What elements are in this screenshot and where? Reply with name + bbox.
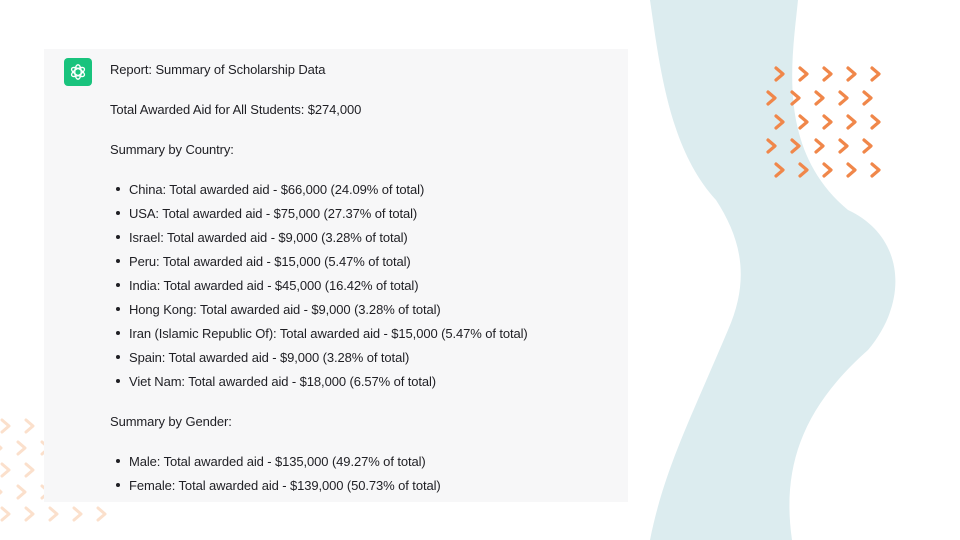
country-heading: Summary by Country: xyxy=(110,142,234,157)
chevron-mark xyxy=(26,420,33,432)
list-item: Viet Nam: Total awarded aid - $18,000 (6.57% of total) xyxy=(110,373,620,397)
chevron-mark xyxy=(800,116,807,128)
chevron-mark xyxy=(800,68,807,80)
chevron-mark xyxy=(50,508,57,520)
gender-list xyxy=(110,453,620,501)
chevron-mark xyxy=(26,464,33,476)
assistant-message xyxy=(110,61,620,501)
list-item: Iran (Islamic Republic Of): Total awarded aid - $15,000 (5.47% of total) xyxy=(110,325,620,349)
chevron-mark xyxy=(848,164,855,176)
chevron-mark xyxy=(2,464,9,476)
report-title: Report: Summary of Scholarship Data xyxy=(110,62,326,77)
chat-message-panel xyxy=(44,49,628,502)
list-item: Spain: Total awarded aid - $9,000 (3.28% of total) xyxy=(110,349,620,373)
chevron-mark xyxy=(26,508,33,520)
wave-shape xyxy=(650,0,895,540)
chevron-mark xyxy=(816,92,823,104)
chevron-mark xyxy=(848,68,855,80)
chevron-mark xyxy=(872,68,879,80)
chevron-mark xyxy=(98,508,105,520)
list-item: Female: Total awarded aid - $139,000 (50.73% of total) xyxy=(110,477,620,501)
list-item: China: Total awarded aid - $66,000 (24.09% of total) xyxy=(110,181,620,205)
list-item: USA: Total awarded aid - $75,000 (27.37% of total) xyxy=(110,205,620,229)
chevron-mark xyxy=(0,442,1,454)
chevron-mark xyxy=(0,486,1,498)
country-list xyxy=(110,181,620,397)
chevron-mark xyxy=(872,164,879,176)
report-total: Total Awarded Aid for All Students: $274,000 xyxy=(110,102,362,117)
chevron-mark xyxy=(872,116,879,128)
chevron-mark xyxy=(18,442,25,454)
list-item: Male: Total awarded aid - $135,000 (49.27% of total) xyxy=(110,453,620,477)
chevron-mark xyxy=(2,420,9,432)
chevron-mark xyxy=(816,140,823,152)
chevron-mark xyxy=(824,116,831,128)
chevron-mark xyxy=(824,68,831,80)
gender-heading: Summary by Gender: xyxy=(110,414,232,429)
chevron-mark xyxy=(18,486,25,498)
assistant-avatar xyxy=(64,58,92,86)
chevron-mark xyxy=(840,140,847,152)
chevron-mark xyxy=(840,92,847,104)
chevron-mark xyxy=(2,508,9,520)
chevron-mark xyxy=(864,140,871,152)
list-item: India: Total awarded aid - $45,000 (16.42% of total) xyxy=(110,277,620,301)
chevron-mark xyxy=(824,164,831,176)
openai-logo-icon xyxy=(68,62,88,82)
list-item: Israel: Total awarded aid - $9,000 (3.28% of total) xyxy=(110,229,620,253)
list-item: Peru: Total awarded aid - $15,000 (5.47% of total) xyxy=(110,253,620,277)
chevron-mark xyxy=(848,116,855,128)
chevron-mark xyxy=(74,508,81,520)
chevron-mark xyxy=(864,92,871,104)
list-item: Hong Kong: Total awarded aid - $9,000 (3.28% of total) xyxy=(110,301,620,325)
